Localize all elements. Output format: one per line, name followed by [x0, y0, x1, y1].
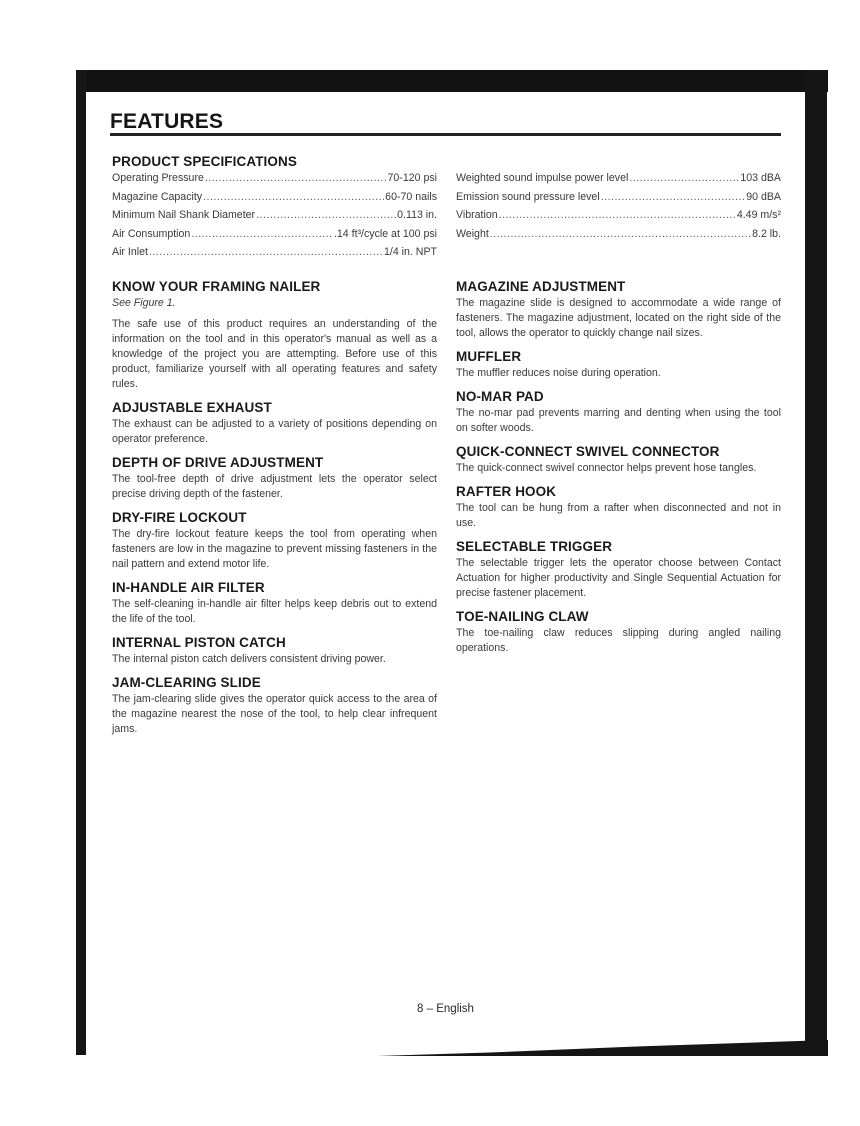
feature-text: The selectable trigger lets the operator choose between Contact Actuation for higher productivity and Single Sequential Actuation for precise fastener placement. [456, 557, 781, 599]
feature-heading: DRY-FIRE LOCKOUT [112, 510, 247, 525]
spec-label: Minimum Nail Shank Diameter [112, 209, 256, 221]
spec-label: Air Consumption [112, 227, 191, 240]
feature-section [456, 279, 781, 341]
spec-leader [601, 190, 746, 205]
spec-leader [256, 208, 396, 223]
feature-section [112, 279, 437, 392]
spec-label: Operating Pressure [112, 172, 204, 184]
feature-heading: SELECTABLE TRIGGER [456, 539, 613, 554]
feature-section [456, 609, 781, 656]
features-left-column [112, 279, 437, 745]
feature-heading: TOE-NAILING CLAW [456, 609, 589, 624]
spec-row [112, 171, 437, 190]
feature-section [112, 400, 437, 447]
feature-text: The exhaust can be adjusted to a variety of positions depending on operator preference. [112, 418, 437, 445]
spec-value: 8.2 lb. [752, 227, 781, 240]
scan-border-left [76, 70, 86, 1055]
feature-section [112, 455, 437, 502]
spec-row [456, 227, 781, 246]
feature-heading: IN-HANDLE AIR FILTER [112, 580, 265, 595]
spec-row [112, 190, 437, 209]
manual-page [86, 92, 805, 1040]
spec-label: Air Inlet [112, 246, 148, 258]
feature-text: The internal piston catch delivers consistent driving power. [112, 653, 386, 665]
spec-label: Weighted sound impulse power level [456, 172, 629, 184]
feature-text: The toe-nailing claw reduces slipping during angled nailing operations. [456, 627, 781, 654]
title-rule [110, 133, 781, 136]
spec-row [112, 245, 437, 264]
spec-row [456, 171, 781, 190]
spec-value: 0.113 in. [397, 209, 437, 221]
feature-heading: RAFTER HOOK [456, 484, 557, 499]
spec-value: .14 ft³/cycle at 100 psi [333, 227, 437, 240]
spec-leader [149, 245, 383, 260]
page-title: FEATURES [110, 110, 224, 133]
spec-value: 70-120 psi [387, 172, 437, 184]
feature-section [456, 349, 781, 381]
feature-text: The tool-free depth of drive adjustment lets the operator select precise driving depth of the fastener. [112, 473, 437, 500]
scan-border-bottom [76, 1040, 828, 1056]
feature-text: The quick-connect swivel connector helps prevent hose tangles. [456, 462, 757, 474]
feature-section [112, 675, 437, 737]
spec-label: Weight [456, 227, 489, 240]
spec-label: Magazine Capacity [112, 190, 203, 203]
feature-heading: JAM-CLEARING SLIDE [112, 675, 261, 690]
spec-label: Emission sound pressure level [456, 190, 600, 203]
feature-text: The self-cleaning in-handle air filter helps keep debris out to extend the life of the tool. [112, 598, 437, 625]
spec-value: 4.49 m/s² [736, 209, 781, 221]
figure-reference: See Figure 1. [112, 297, 176, 309]
feature-text: The muffler reduces noise during operation. [456, 367, 661, 379]
feature-heading: QUICK-CONNECT SWIVEL CONNECTOR [456, 444, 720, 459]
feature-heading: INTERNAL PISTON CATCH [112, 635, 286, 650]
spec-row [112, 208, 437, 227]
spec-leader [191, 227, 333, 242]
feature-heading: KNOW YOUR FRAMING NAILER [112, 279, 321, 294]
spec-leader [205, 171, 387, 186]
feature-heading: MAGAZINE ADJUSTMENT [456, 279, 626, 294]
feature-text: The no-mar pad prevents marring and denting when using the tool on softer woods. [456, 407, 781, 434]
spec-value: 1/4 in. NPT [384, 246, 437, 258]
spec-leader [499, 208, 736, 223]
feature-text: The safe use of this product requires an understanding of the information on the tool and in this operator's manual as well as a knowledge of the project you are attempting. Before use of this product, familiarize yourself with all operating features and safety rules. [112, 318, 437, 390]
specs-heading: PRODUCT SPECIFICATIONS [112, 154, 297, 169]
feature-heading: NO-MAR PAD [456, 389, 544, 404]
feature-section [112, 580, 437, 627]
feature-text: The tool can be hung from a rafter when disconnected and not in use. [456, 502, 781, 529]
scan-border-top [76, 70, 828, 92]
features-right-column [456, 279, 781, 664]
spec-value: 90 dBA [746, 190, 781, 203]
spec-row [456, 208, 781, 227]
feature-heading: DEPTH OF DRIVE ADJUSTMENT [112, 455, 324, 470]
feature-section [456, 539, 781, 601]
feature-section [456, 444, 781, 476]
spec-leader [203, 190, 384, 205]
feature-section [112, 510, 437, 572]
feature-heading: MUFFLER [456, 349, 522, 364]
spec-row [456, 190, 781, 209]
feature-text: The dry-fire lockout feature keeps the tool from operating when fasteners are low in the magazine to prevent missing fasteners in the nail pattern and extend motor life. [112, 528, 437, 570]
spec-leader [629, 171, 739, 186]
feature-section [456, 389, 781, 436]
feature-heading: ADJUSTABLE EXHAUST [112, 400, 272, 415]
specs-left-column [112, 154, 437, 264]
spec-label: Vibration [456, 209, 498, 221]
spec-leader [490, 227, 751, 242]
spec-value: 103 dBA [740, 172, 781, 184]
specs-right-column [456, 171, 781, 245]
feature-section [456, 484, 781, 531]
spec-value: 60-70 nails [385, 190, 437, 203]
feature-section [112, 635, 437, 667]
spec-row [112, 227, 437, 246]
scan-border-right [805, 70, 827, 1055]
page-footer: 8 – English [417, 1003, 474, 1015]
feature-text: The jam-clearing slide gives the operator quick access to the area of the magazine nearest the nose of the tool, to help clear infrequent jams. [112, 693, 437, 735]
feature-text: The magazine slide is designed to accommodate a wide range of fasteners. The magazine adjustment, located on the right side of the tool, allows the operator to quickly change nail sizes. [456, 297, 781, 339]
